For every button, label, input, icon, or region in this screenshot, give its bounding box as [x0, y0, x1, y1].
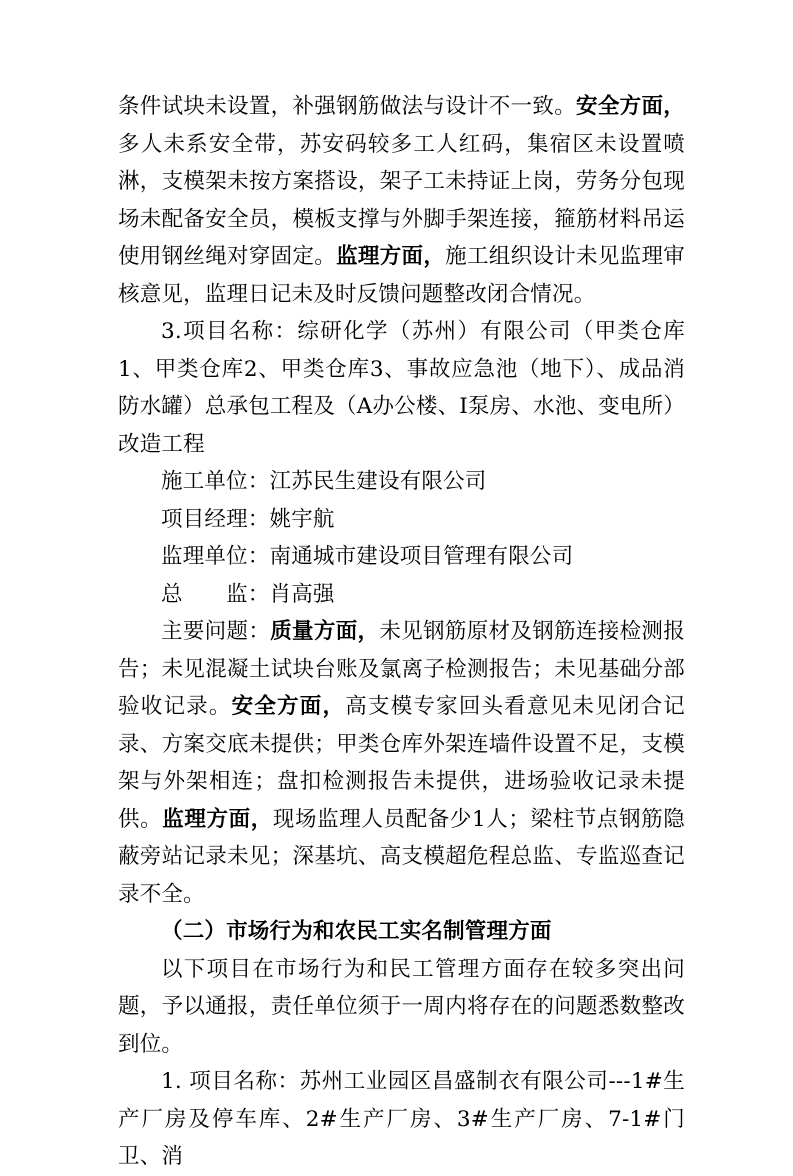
para-2-run-0: 3.项目名称：综研化学（苏州）有限公司（甲类仓库1、甲类仓库2、甲类仓库3、事故应急池（地下）、成品消防水罐）总承包工程及（A办公楼、I泵房、水池、变电所）改造工程: [118, 319, 685, 457]
para-9-run-0: 以下项目在市场行为和民工管理方面存在较多突出问题，予以通报，责任单位须于一周内将存在的问题悉数整改到位。: [118, 956, 685, 1057]
para-7-run-1: 质量方面，: [270, 619, 380, 644]
para-1-run-4: 施工组织设计未见监理审核意见，监理日记未及时反馈问题整改闭合情况。: [118, 244, 685, 307]
para-1-run-1: 安全方面，: [576, 94, 685, 119]
para-10-run-0: 1. 项目名称：苏州工业园区昌盛制衣有限公司---1#生产厂房及停车库、2#生产厂房、3#生产厂房、7-1#门卫、消: [118, 1069, 685, 1169]
document-body: [118, 88, 685, 1176]
para-9: [118, 951, 685, 1064]
para-1: [118, 88, 685, 313]
para-5-run-0: 监理单位：南通城市建设项目管理有限公司: [161, 544, 574, 569]
para-7: [118, 613, 685, 913]
para-1-run-3: 监理方面，: [336, 244, 446, 269]
para-8-run-0: （二）市场行为和农民工实名制管理方面: [161, 919, 552, 944]
para-3-run-0: 施工单位：江苏民生建设有限公司: [161, 469, 487, 494]
para-7-run-3: 安全方面，: [231, 694, 346, 719]
para-6: [118, 576, 685, 614]
para-7-run-0: 主要问题：: [161, 619, 271, 644]
para-4: [118, 501, 685, 539]
para-7-run-2: 未见钢筋原材及钢筋连接检测报告；未见混凝土试块台账及氯离子检测报告；未见基础分部验收记录。: [118, 619, 685, 719]
para-3: [118, 463, 685, 501]
para-5: [118, 538, 685, 576]
para-1-run-0: 条件试块未设置，补强钢筋做法与设计不一致。: [118, 94, 577, 119]
para-7-run-5: 监理方面，: [162, 806, 273, 832]
para-4-run-0: 项目经理：姚宇航: [161, 506, 335, 532]
para-2: [118, 313, 685, 463]
para-7-run-6: 现场监理人员配备少1人；梁柱节点钢筋隐蔽旁站记录未见；深基坑、高支模超危程总监、专监巡查记录不全。: [118, 806, 685, 907]
para-1-run-2: 多人未系安全带，苏安码较多工人红码，集宿区未设置喷淋，支模架未按方案搭设，架子工未持证上岗，劳务分包现场未配备安全员，模板支撑与外脚手架连接，箍筋材料吊运使用钢丝绳对穿固定。: [118, 131, 685, 269]
para-6-run-0: 总 监：肖高强: [161, 581, 335, 607]
para-8: [118, 913, 685, 951]
para-10: [118, 1063, 685, 1176]
para-7-run-4: 高支模专家回头看意见未见闭合记录、方案交底未提供；甲类仓库外架连墙件设置不足，支模架与外架相连；盘扣检测报告未提供，进场验收记录未提供。: [118, 694, 685, 832]
